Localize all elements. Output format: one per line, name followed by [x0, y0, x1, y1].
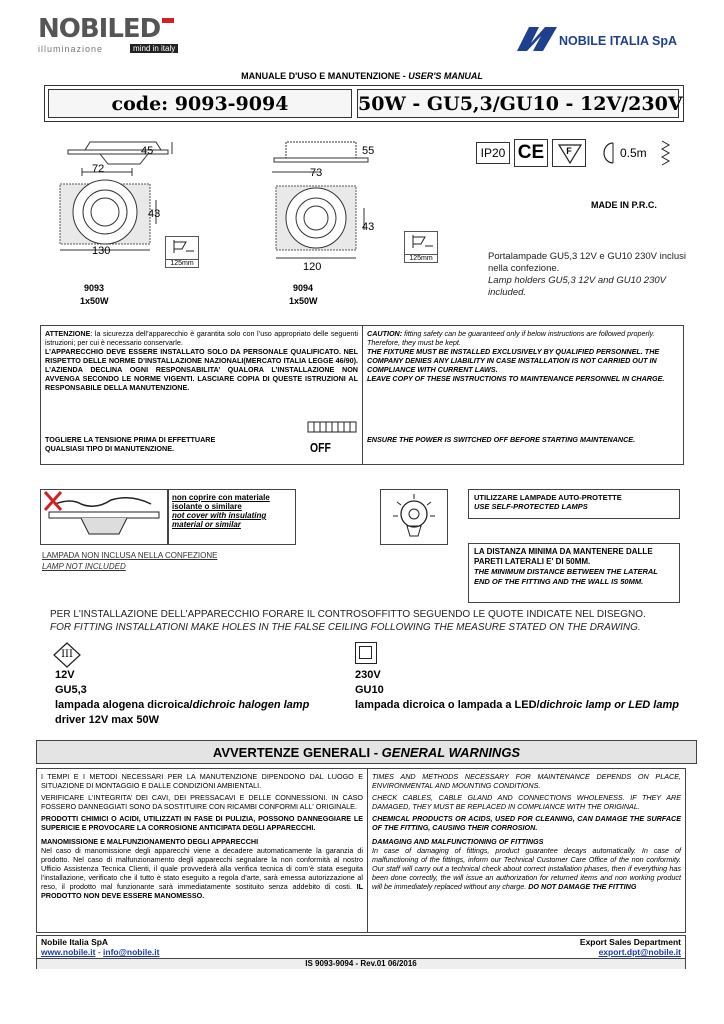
warnings-box	[36, 768, 686, 933]
dim-9094-width-bottom: 120	[303, 261, 322, 273]
attention-left	[41, 326, 363, 464]
distance-value: 0.5m	[620, 146, 647, 160]
attention-box	[40, 325, 684, 465]
min-distance-box	[468, 543, 680, 603]
power-off-it: TOGLIERE LA TENSIONE PRIMA DI EFFETTUARE QUALSIASI TIPO DI MANUTENZIONE.	[45, 435, 216, 453]
footer-export-dept: Export Sales Department	[579, 937, 681, 947]
warnings-title-bar	[36, 740, 697, 764]
class2-lamp-it: lampada dicroica o lampada a LED/	[355, 699, 540, 711]
model1-power: 1x50W	[80, 296, 109, 306]
class3-lamp	[55, 699, 309, 711]
drawing-9094-top	[272, 178, 382, 258]
lampholder-en: Lamp holders GU5,3 12V and GU10 230V included.	[488, 275, 666, 298]
class2-lamp-en: dichroic lamp or LED lamp	[539, 699, 679, 711]
warning-p2-it: VERIFICARE L’INTEGRITA’ DEI CAVI, DEI PRESSACAVI E DELLE CONNESSIONI. IN CASO FOSSERO DANNEGGIATI SONO DA SOSTITUIRE CON RICAMBI CONFORMI ALL' ORIGINALE.	[41, 793, 363, 811]
off-label: OFF	[310, 440, 331, 455]
product-spec: 50W - GU5,3/GU10 - 12V/230V	[358, 93, 683, 115]
self-protected-en: USE SELF-PROTECTED LAMPS	[474, 502, 588, 511]
footer-links	[41, 947, 159, 957]
warnings-right	[368, 769, 685, 932]
class3-lamp-en: dichroic halogen lamp	[192, 699, 310, 711]
distance-icon-2	[404, 231, 438, 263]
insulation-it: non coprire con materiale isolante o similare	[172, 493, 270, 511]
footer-revision: IS 9093-9094 - Rev.01 06/2016	[305, 959, 417, 968]
manual-title-it: MANUALE D'USO E MANUTENZIONE -	[241, 71, 409, 81]
warnings-left	[37, 769, 368, 932]
fitting-it: PER L'INSTALLAZIONE DELL'APPARECCHIO FORARE IL CONTROSOFFITTO SEGUENDO LE QUOTE INDICATE NEL DISEGNO.	[50, 609, 646, 620]
attention-bold-it: L’APPARECCHIO DEVE ESSERE INSTALLATO SOLO DA PERSONALE QUALIFICATO. NEL RISPETTO DELLE NORME D’INSTALLAZIONE NAZIONALI(MERCATO ITALIA LEGGE 46/90). L’AZIENDA DECLINA OGNI RESPONSABILITA’ QUALORA L’INSTALLAZIONE NON AVVENGA SECONDO LE NORME VIGENTI. LASCIARE COPIA DI QUESTE ISTRUZIONI AL RESPONSABILE DELLA MANUTENZIONE.	[45, 347, 358, 392]
warning-p4-title-it: MANOMISSIONE E MALFUNZIONAMENTO DEGLI APPARECCHI	[41, 837, 259, 846]
footer-revision-row	[37, 958, 685, 969]
distance-icon-1	[165, 236, 199, 268]
dim-9094-height: 55	[362, 145, 375, 157]
warning-p4-title-en: DAMAGING AND MALFUNCTIONING OF FITTINGS	[372, 837, 544, 846]
product-code: code: 9093-9094	[111, 93, 289, 115]
ce-mark: CE	[514, 139, 548, 167]
lamp-not-included-en: LAMP NOT INCLUDED	[42, 562, 126, 571]
class2-lamp	[355, 699, 679, 711]
f-mark-label: F	[566, 146, 572, 156]
warnings-title-en: GENERAL WARNINGS	[381, 745, 521, 760]
lampholder-it: Portalampade GU5,3 12V e GU10 230V inclusi nella confezione.	[488, 251, 687, 274]
attention-label-it: ATTENZIONE	[45, 329, 91, 338]
model2-code: 9094	[293, 283, 314, 293]
warning-p3-it: PRODOTTI CHIMICI O ACIDI, UTILIZZATI IN FASE DI PULIZIA, POSSONO DANNEGGIARE LE SUPERICIE E PROVOCARE LA CORROSIONE ANTICIPATA DEGLI APPARECCHI.	[41, 814, 363, 832]
caution-bold-en: THE FIXTURE MUST BE INSTALLED EXCLUSIVELY BY QUALIFIED PERSONNEL. THE COMPANY DENIES ANY LIABILITY IN CASE INSTALLATION IS NOT CARRIED OUT IN COMPLIANCE WITH CURRENT LAWS.	[367, 347, 660, 374]
warnings-title	[37, 745, 696, 760]
manual-title	[0, 71, 724, 81]
caution-bold-en2: LEAVE COPY OF THESE INSTRUCTIONS TO MAINTENANCE PERSONNEL IN CHARGE.	[367, 374, 665, 383]
warning-p1-it: I TEMPI E I METODI NECESSARI PER LA MANUTENZIONE DIPENDONO DAL LUOGO E SITUAZIONE DI MONTAGGIO E DALLE CONDIZIONI AMBIENTALI.	[41, 772, 363, 790]
title-code-cell	[48, 89, 352, 118]
footer-company: Nobile Italia SpA	[41, 937, 109, 947]
drawing-9093-side	[60, 136, 180, 176]
company-logo-text: NOBILE ITALIA SpA	[559, 34, 678, 48]
footer	[36, 935, 686, 969]
class2-icon	[355, 642, 377, 664]
insulation-text-box	[168, 489, 296, 545]
insulation-icon-box	[40, 489, 168, 545]
warning-p1-en: TIMES AND METHODS NECESSARY FOR MAINTENANCE DEPENDS ON PLACE, ENVIRONMENTAL AND MOUNTING CONDITIONS.	[372, 772, 681, 790]
website-link[interactable]: www.nobile.it	[41, 947, 96, 957]
lampholder-note	[488, 251, 688, 299]
export-email-link[interactable]: export.dpt@nobile.it	[598, 947, 681, 957]
warning-p4-it: Nel caso di manomissione degli apparecchi viene a decadere automaticamente la garanzia di prodotto. Nel caso di malfunzionamento degli apparecchi segnalare la non conformità al nostro Ufficio Assistenza Tecnica Clienti, il quale provvederà alla verifica tecnica di com’è stata eseguita l’installazione, verificato che il tutto è stato eseguito a regola d’arte, sarà emessa autorizzazione al reso, il prodotto mal funzionante sarà immediatamente sostituito senza addebito di costi.	[41, 846, 363, 891]
dim-9093-width-bottom: 130	[92, 245, 111, 257]
model2-power: 1x50W	[289, 296, 318, 306]
class3-socket: GU5,3	[55, 684, 87, 696]
company-logo	[517, 27, 687, 53]
insulation-en: not cover with insulating material or similar	[172, 511, 267, 529]
logo-sub: illuminazione	[38, 44, 104, 54]
self-protected-icon-box	[380, 489, 448, 545]
class3-voltage: 12V	[55, 669, 75, 681]
distance-label-1: 125mm	[166, 259, 198, 267]
warning-p3-en: CHEMICAL PRODUCTS OR ACIDS, USED FOR CLEANING, CAN DAMAGE THE SURFACE OF THE FITTING, CAUSING THEIR CORROSION.	[372, 814, 681, 832]
caution-text-en	[367, 329, 679, 347]
lamp-distance-icon	[166, 237, 198, 255]
class3-lamp-it: lampada alogena dicroica/	[55, 699, 193, 711]
distance-label-2: 125mm	[405, 254, 437, 262]
class3-driver: driver 12V max 50W	[55, 714, 159, 726]
attention-body-it: : la sicurezza dell’apparecchio è garantita solo con l’uso appropriato delle seguenti istruzioni; per cui è necessario conservarle.	[45, 329, 358, 347]
logo-tag: mind in italy	[130, 44, 178, 53]
made-in: MADE IN P.R.C.	[591, 200, 657, 210]
min-distance-en: THE MINIMUM DISTANCE BETWEEN THE LATERAL END OF THE FITTING AND THE WALL IS 50MM.	[474, 567, 658, 586]
min-distance-it: LA DISTANZA MINIMA DA MANTENERE DALLE PARETI LATERALI E' DI 50MM.	[474, 547, 653, 566]
dim-9094-depth: 43	[362, 221, 375, 233]
footer-link-separator: -	[95, 947, 104, 957]
warning-p4-en: In case of damaging of fittings, product guarantee decays automatically. In case of malfunctioning of the fittings, inform our Technical Customer Care Office of the non conformity. Our staff will carry out a technical check about correct installation phases, then if everything has been done correctly, the will issue an authorization for returned items and non working product will be immediately replaced without any charge.	[372, 846, 681, 891]
caution-label-en: CAUTION:	[367, 329, 403, 338]
title-spec-cell	[357, 89, 683, 118]
logo-red-bar	[162, 18, 174, 23]
warning-p4-bold-en: DO NOT DAMAGE THE FITTING	[528, 882, 637, 891]
warning-p2-en: CHECK CABLES, CABLE GLAND AND CONNECTIONS WHOLENESS. IF THEY ARE DAMAGED, THEY MUST BE REPLACED IN COMPLIANCE WITH THE ORIGINAL.	[372, 793, 681, 811]
off-switch-icon	[306, 418, 360, 460]
warning-p4-bold-it: IL PRODOTTO NON DEVE ESSERE MANOMESSO.	[41, 882, 363, 900]
ip20-badge: IP20	[476, 142, 510, 164]
f-mark-icon	[552, 139, 586, 167]
warning-p4-en-wrap	[372, 846, 681, 891]
class2-inner-square	[359, 646, 372, 659]
manual-title-en: USER'S MANUAL	[408, 71, 483, 81]
dim-9093-depth: 43	[148, 208, 161, 220]
nobiled-logo	[38, 14, 198, 54]
distance-lamp-icon	[599, 139, 619, 167]
warnings-title-it: AVVERTENZE GENERALI -	[212, 745, 382, 760]
model1-code: 9093	[84, 283, 105, 293]
attention-right	[363, 326, 683, 464]
class3-symbol: III	[61, 649, 73, 660]
dim-9093-width-top: 72	[92, 163, 105, 175]
no-insulation-icon	[41, 490, 167, 544]
class2-socket: GU10	[355, 684, 384, 696]
terminal-block-icon	[306, 418, 360, 438]
flame-arrow-icon	[659, 139, 673, 167]
logo-main: NOBILED	[38, 14, 161, 44]
warning-p4-it-wrap	[41, 846, 363, 900]
attention-text-it	[45, 329, 358, 347]
caution-body-en: fitting safety can be guaranteed only if below instructions are followed properly. Therefore, they must be kept.	[367, 329, 655, 347]
self-protected-text-box	[468, 489, 680, 519]
lamp-not-included-it: LAMPADA NON INCLUSA NELLA CONFEZIONE	[42, 551, 218, 560]
dim-9094-width-top: 73	[310, 167, 323, 179]
title-bar	[44, 85, 684, 122]
dim-9093-height: 45	[141, 145, 154, 157]
class2-voltage: 230V	[355, 669, 381, 681]
fitting-en: FOR FITTING INSTALLATIONI MAKE HOLES IN THE FALSE CEILING FOLLOWING THE MEASURE STATED ON THE DRAWING.	[50, 622, 641, 633]
self-protected-it: UTILIZZARE LAMPADE AUTO-PROTETTE	[474, 493, 622, 502]
company-logo-icon	[517, 27, 557, 51]
lamp-distance-icon	[405, 232, 437, 250]
power-off-en: ENSURE THE POWER IS SWITCHED OFF BEFORE STARTING MAINTENANCE.	[367, 435, 636, 444]
self-protected-lamp-icon	[381, 490, 447, 544]
email-link[interactable]: info@nobile.it	[103, 947, 160, 957]
